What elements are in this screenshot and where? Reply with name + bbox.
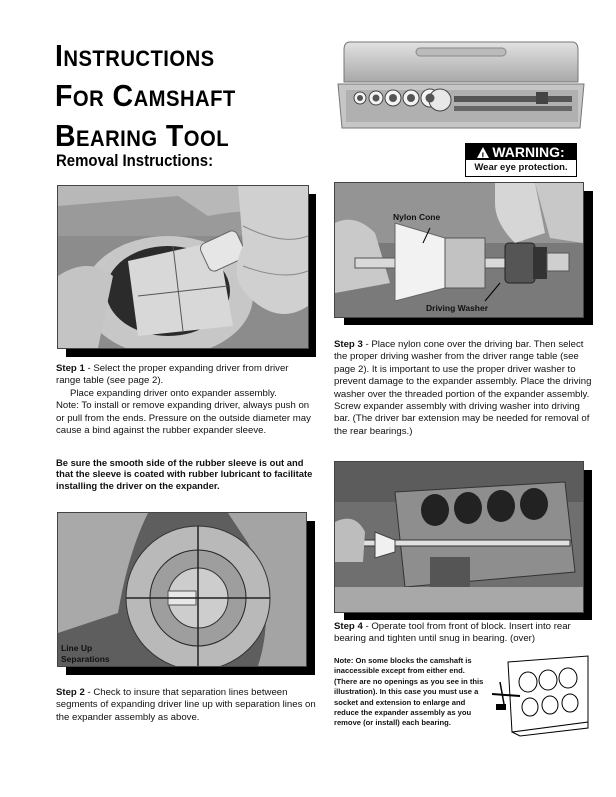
camshaft-access-note: Note: On some blocks the camshaft is inaccessible except from either end. (There are no openings as you see in this illustration). In this case you must use a socket and extension to enlarge and reduce the expander assembly as you remove (or install) each bearing.: [334, 656, 484, 728]
step-2-label: Step 2: [56, 687, 85, 698]
label-driving-washer: Driving Washer: [426, 303, 489, 313]
step-3-text: Step 3 - Place nylon cone over the driving bar. Then select the proper driving washer from the driver range table (see page 2). It is important to use the proper driver washer to prevent damage to the expander assembly. Place the driving washer over the threaded portion of the expander assembly. Screw expander assembly with driving washer into driving bar. (The driver bar extension may be needed for removal of the rear bearings.): [334, 339, 592, 437]
step-1-note: Note: To install or remove expanding driver, always push on or pull from the ends. Pressure on the outside diameter may cause a bind against the rubber expander sleeve.: [56, 400, 311, 437]
warning-text: Wear eye protection.: [474, 162, 568, 173]
photo-expander-hand: [57, 185, 309, 349]
page-title: Instructions For Camshaft Bearing Tool: [55, 38, 236, 153]
label-line-up-separations: Line Up Separations: [61, 643, 110, 664]
warning-triangle-icon: [477, 147, 489, 158]
photo-nylon-cone: [334, 182, 584, 318]
step-4-label: Step 4: [334, 621, 363, 632]
step-1-emphasis: Be sure the smooth side of the rubber sleeve is out and that the sleeve is coated with rubber lubricant to facilitate installing the driver on the expander.: [56, 457, 313, 491]
step-1-text: Step 1 - Select the proper expanding driver from driver range table (see page 2). Place expanding driver onto expander assembly. Note: To install or remove expanding driver, always push on or pull from the ends. Pressure on the outside diameter may cause a bind against the rubber expander sleeve.: [56, 363, 311, 437]
label-nylon-cone: Nylon Cone: [393, 212, 441, 222]
engine-block-illustration: [490, 652, 590, 737]
step-1-label: Step 1: [56, 363, 85, 374]
step-3-label: Step 3: [334, 339, 363, 350]
section-subtitle: Removal Instructions:: [56, 151, 214, 170]
warning-box: [465, 143, 577, 177]
warning-heading: ! WARNING:: [466, 144, 576, 160]
step-2-text: Step 2 - Check to insure that separation lines between segments of expanding driver line up with separation lines on the expander assembly as above.: [56, 687, 316, 723]
tool-case-photo: [336, 36, 586, 132]
photo-engine-block: [334, 461, 584, 613]
step-4-text: Step 4 - Operate tool from front of block. Insert into rear bearing and tighten until snug in bearing. (over): [334, 621, 571, 645]
